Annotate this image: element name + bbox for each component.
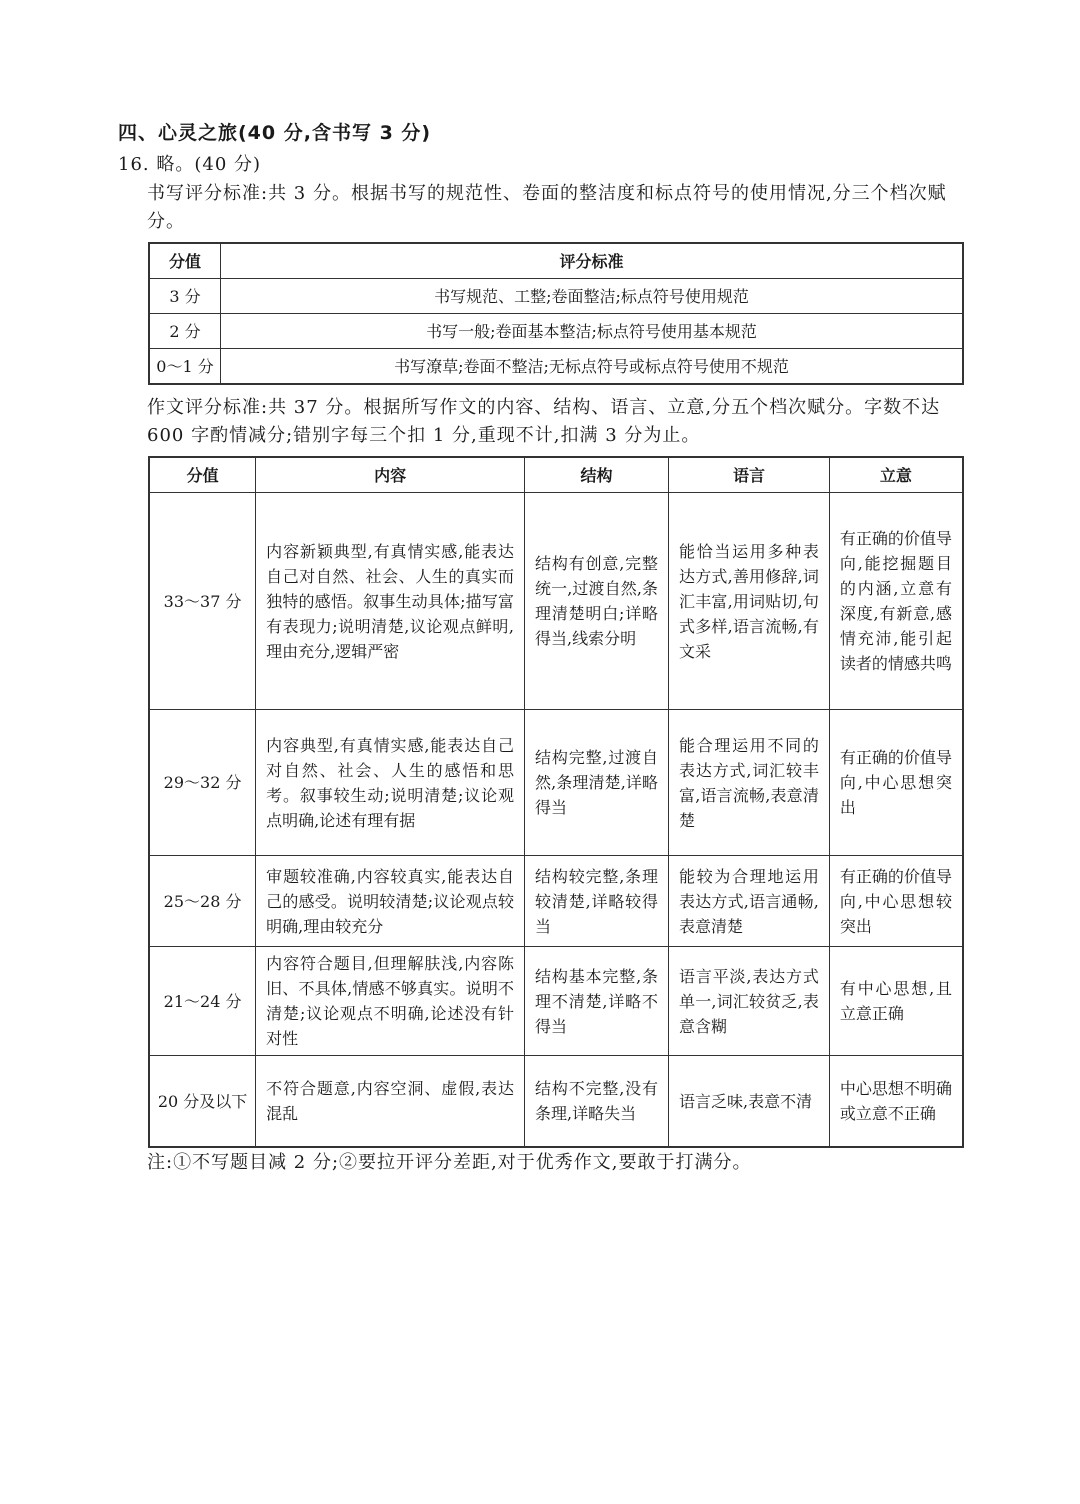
composition-intro: 作文评分标准:共 37 分。根据所写作文的内容、结构、语言、立意,分五个档次赋分。字数不达 600 字酌情减分;错别字每三个扣 1 分,重现不计,扣满 3 分为止。 xyxy=(147,397,941,446)
scoring-note: 注:①不写题目减 2 分;②要拉开评分差距,对于优秀作文,要敢于打满分。 xyxy=(147,1152,752,1173)
header-score: 分值 xyxy=(149,457,256,493)
language-cell: 能合理运用不同的表达方式,词汇较丰富,语言流畅,表意清楚 xyxy=(669,710,830,856)
writing-intro: 书写评分标准:共 3 分。根据书写的规范性、卷面的整洁度和标点符号的使用情况,分三个档次赋分。 xyxy=(147,183,947,232)
score-cell: 29～32 分 xyxy=(149,710,256,856)
language-cell: 语言平淡,表达方式单一,词汇较贫乏,表意含糊 xyxy=(669,947,830,1056)
table-header-row xyxy=(149,243,963,279)
header-idea: 立意 xyxy=(829,457,963,493)
score-cell: 3 分 xyxy=(149,279,221,314)
idea-cell: 有正确的价值导向,中心思想较突出 xyxy=(829,856,963,947)
writing-criteria-table xyxy=(148,242,964,385)
header-score: 分值 xyxy=(149,243,221,279)
content-cell: 内容符合题目,但理解肤浅,内容陈旧、不具体,情感不够真实。说明不清楚;议论观点不明确,论述没有针对性 xyxy=(256,947,525,1056)
table-row xyxy=(149,279,963,314)
composition-criteria-table xyxy=(148,456,964,1148)
question-line: 16. 略。(40 分) xyxy=(118,154,262,175)
language-cell: 能较为合理地运用表达方式,语言通畅,表意清楚 xyxy=(669,856,830,947)
content-cell: 审题较准确,内容较真实,能表达自己的感受。说明较清楚;议论观点较明确,理由较充分 xyxy=(256,856,525,947)
criteria-cell: 书写潦草;卷面不整洁;无标点符号或标点符号使用不规范 xyxy=(221,349,964,385)
header-criteria: 评分标准 xyxy=(221,243,964,279)
table-row xyxy=(149,349,963,385)
language-cell: 能恰当运用多种表达方式,善用修辞,词汇丰富,用词贴切,句式多样,语言流畅,有文采 xyxy=(669,493,830,710)
structure-cell: 结构较完整,条理较清楚,详略较得当 xyxy=(525,856,669,947)
idea-cell: 有正确的价值导向,能挖掘题目的内涵,立意有深度,有新意,感情充沛,能引起读者的情感共鸣 xyxy=(829,493,963,710)
header-content: 内容 xyxy=(256,457,525,493)
idea-cell: 有正确的价值导向,中心思想突出 xyxy=(829,710,963,856)
structure-cell: 结构不完整,没有条理,详略失当 xyxy=(525,1056,669,1148)
score-cell: 0～1 分 xyxy=(149,349,221,385)
score-cell: 25～28 分 xyxy=(149,856,256,947)
section-title: 四、心灵之旅(40 分,含书写 3 分) xyxy=(118,122,432,144)
content-cell: 内容新颖典型,有真情实感,能表达自己对自然、社会、人生的真实而独特的感悟。叙事生动具体;描写富有表现力;说明清楚,议论观点鲜明,理由充分,逻辑严密 xyxy=(256,493,525,710)
criteria-cell: 书写规范、工整;卷面整洁;标点符号使用规范 xyxy=(221,279,964,314)
language-cell: 语言乏味,表意不清 xyxy=(669,1056,830,1148)
idea-cell: 中心思想不明确或立意不正确 xyxy=(829,1056,963,1148)
criteria-cell: 书写一般;卷面基本整洁;标点符号使用基本规范 xyxy=(221,314,964,349)
score-cell: 20 分及以下 xyxy=(149,1056,256,1148)
score-cell: 2 分 xyxy=(149,314,221,349)
table-row xyxy=(149,314,963,349)
table-row xyxy=(149,856,963,947)
header-structure: 结构 xyxy=(525,457,669,493)
table-header-row xyxy=(149,457,963,493)
score-cell: 21～24 分 xyxy=(149,947,256,1056)
table-row xyxy=(149,493,963,710)
content-cell: 内容典型,有真情实感,能表达自己对自然、社会、人生的感悟和思考。叙事较生动;说明清楚;议论观点明确,论述有理有据 xyxy=(256,710,525,856)
content-cell: 不符合题意,内容空洞、虚假,表达混乱 xyxy=(256,1056,525,1148)
score-cell: 33～37 分 xyxy=(149,493,256,710)
table-row xyxy=(149,947,963,1056)
structure-cell: 结构基本完整,条理不清楚,详略不得当 xyxy=(525,947,669,1056)
header-language: 语言 xyxy=(669,457,830,493)
structure-cell: 结构有创意,完整统一,过渡自然,条理清楚明白;详略得当,线索分明 xyxy=(525,493,669,710)
idea-cell: 有中心思想,且立意正确 xyxy=(829,947,963,1056)
table-row xyxy=(149,710,963,856)
table-row xyxy=(149,1056,963,1148)
structure-cell: 结构完整,过渡自然,条理清楚,详略得当 xyxy=(525,710,669,856)
